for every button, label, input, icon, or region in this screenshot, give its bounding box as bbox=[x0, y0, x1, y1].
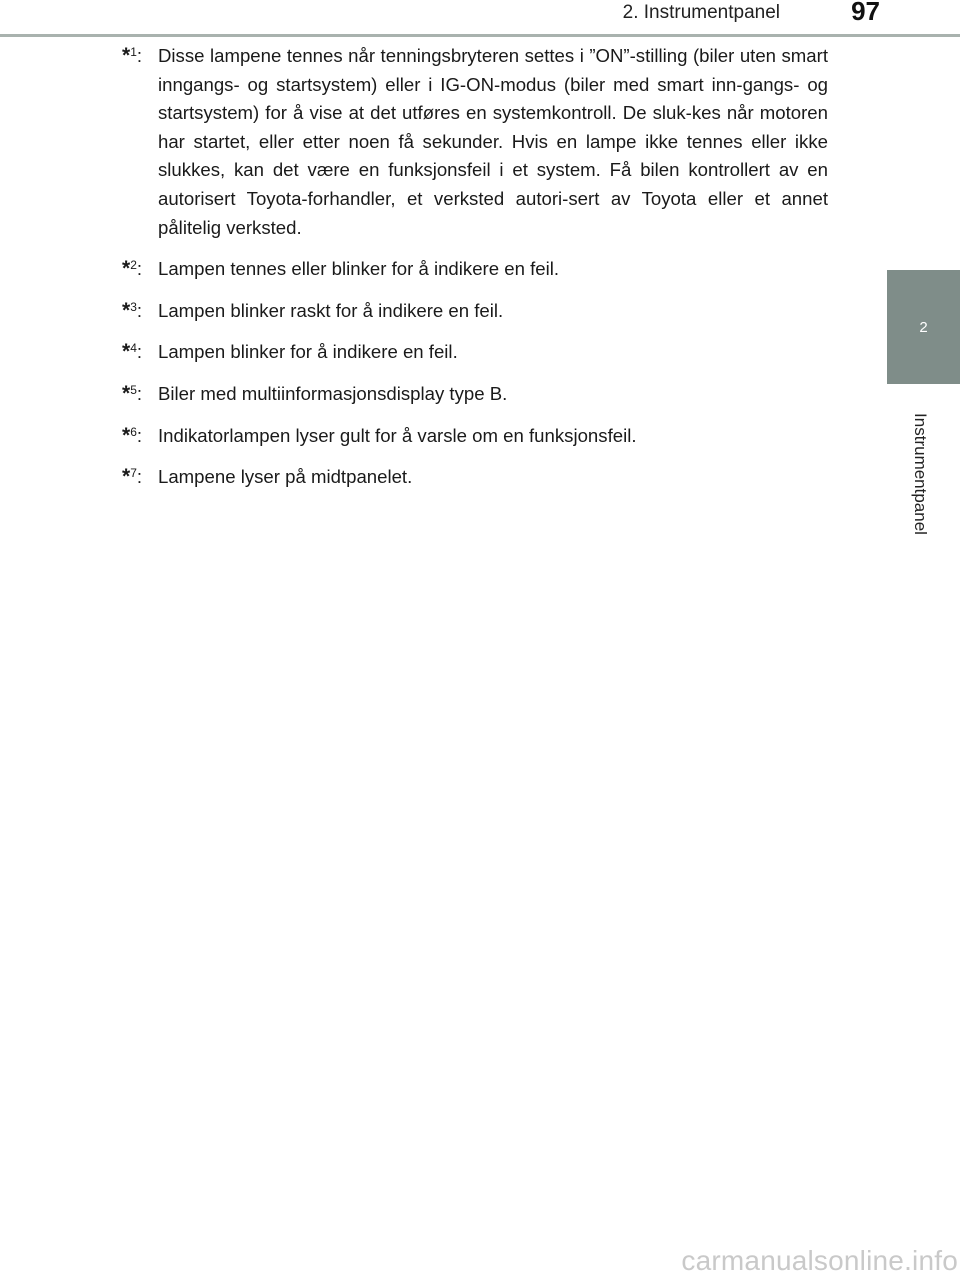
footnote-separator: : bbox=[136, 466, 143, 488]
chapter-label: Instrumentpanel bbox=[911, 413, 930, 535]
footnote-marker bbox=[122, 297, 142, 326]
footnote-3 bbox=[122, 297, 828, 326]
watermark: carmanualsonline.info bbox=[681, 1245, 958, 1276]
footnote-separator: : bbox=[136, 341, 143, 363]
footnote-text: Disse lampene tennes når tenningsbryteren settes i ”ON”-stilling (biler uten smart inngangs- og startsystem) eller i IG-ON-modus (biler med smart inn-gangs- og startsystem) for å vise at det utføres en systemkontroll. De sluk-kes når motoren har startet, eller etter noen få sekunder. Hvis en lampe ikke tennes eller ikke slukkes, kan det være en funksjonsfeil i et system. Få bilen kontrollert av en autorisert Toyota-forhandler, et verksted autori-sert av Toyota eller et annet pålitelig verksted. bbox=[158, 45, 828, 238]
footnote-number: 5 bbox=[130, 382, 137, 397]
header-rule bbox=[0, 34, 960, 37]
footnote-4 bbox=[122, 338, 828, 367]
footnote-separator: : bbox=[136, 45, 143, 66]
footnote-separator: : bbox=[136, 258, 143, 280]
footnote-number: 6 bbox=[130, 424, 137, 439]
footnote-number: 2 bbox=[130, 258, 137, 273]
footnote-marker bbox=[122, 42, 142, 71]
asterisk-icon: * bbox=[122, 340, 131, 364]
footnote-text: Biler med multiinformasjonsdisplay type B. bbox=[158, 382, 508, 404]
footnote-marker bbox=[122, 338, 142, 367]
footnote-1 bbox=[122, 42, 828, 242]
header-section-title: 2. Instrumentpanel bbox=[622, 2, 780, 23]
footnote-separator: : bbox=[136, 424, 143, 446]
footnote-5 bbox=[122, 380, 828, 409]
asterisk-icon: * bbox=[122, 257, 131, 281]
chapter-tab bbox=[887, 270, 960, 384]
footnote-marker bbox=[122, 463, 142, 492]
footnote-marker bbox=[122, 255, 142, 284]
footnote-number: 4 bbox=[130, 341, 137, 356]
footnote-separator: : bbox=[136, 382, 143, 404]
footnote-text: Lampene lyser på midtpanelet. bbox=[158, 466, 413, 488]
footnote-number: 7 bbox=[130, 466, 137, 481]
chapter-number: 2 bbox=[919, 318, 928, 336]
footnote-text: Indikatorlampen lyser gult for å varsle om en funksjonsfeil. bbox=[158, 424, 637, 446]
footnote-7 bbox=[122, 463, 828, 492]
chapter-label-container bbox=[895, 384, 945, 564]
footnote-text: Lampen tennes eller blinker for å indikere en feil. bbox=[158, 258, 560, 280]
footnote-marker bbox=[122, 422, 142, 451]
asterisk-icon: * bbox=[122, 381, 131, 405]
footnote-text: Lampen blinker raskt for å indikere en feil. bbox=[158, 299, 504, 321]
footnote-text: Lampen blinker for å indikere en feil. bbox=[158, 341, 458, 363]
footnote-number: 3 bbox=[130, 299, 137, 314]
footnote-6 bbox=[122, 422, 828, 451]
footnote-2 bbox=[122, 255, 828, 284]
asterisk-icon: * bbox=[122, 423, 131, 447]
footnote-list bbox=[122, 42, 828, 505]
footnote-number: 1 bbox=[130, 45, 137, 59]
page-number: 97 bbox=[851, 0, 880, 26]
footnote-marker bbox=[122, 380, 142, 409]
footnote-separator: : bbox=[136, 299, 143, 321]
asterisk-icon: * bbox=[122, 298, 131, 322]
asterisk-icon: * bbox=[122, 465, 131, 489]
asterisk-icon: * bbox=[122, 44, 131, 67]
